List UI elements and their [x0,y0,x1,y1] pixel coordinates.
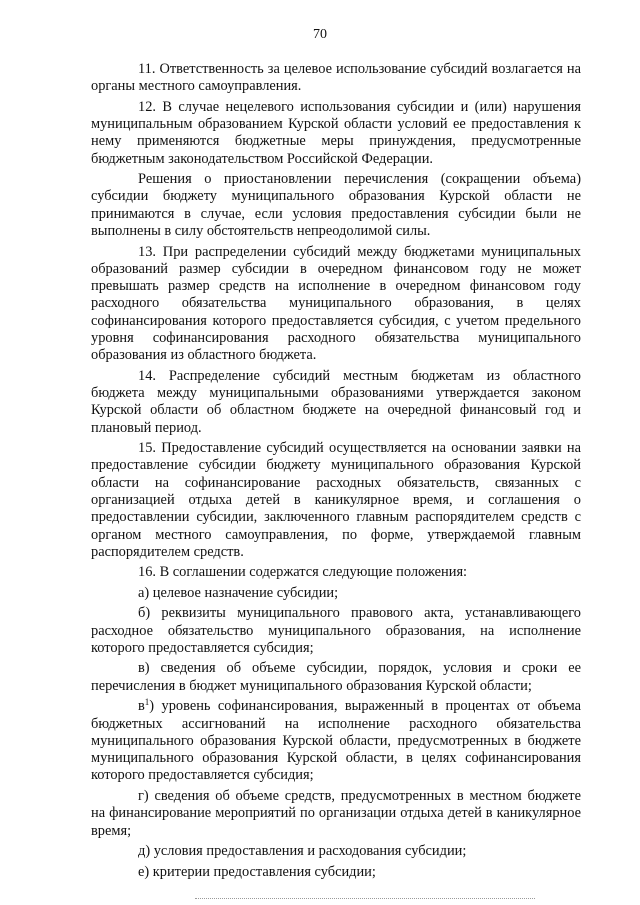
list-item-g: г) сведения об объеме средств, предусмотренных в местном бюджете на финансирование мероприятий по организации отдыха детей в каникулярное время; [91,787,581,839]
paragraph-12: 12. В случае нецелевого использования субсидии и (или) нарушения муниципальным образованием Курской области условий ее предоставления к нему применяются бюджетные меры принуждения, предусмотренные бюджетным законодательством Российской Федерации. [91,98,581,167]
paragraph-13: 13. При распределении субсидий между бюджетами муниципальных образований размер субсидии в очередном финансовом году не может превышать размер средств на исполнение в очередном финансовом году расходного обязательства муниципального образования, в целях софинансирования которого предоставляется субсидия, с учетом предельного уровня софинансирования расходного обязательства муниципального образования из областного бюджета. [91,243,581,364]
list-item-v1-prefix: в [138,698,145,715]
page-number: 70 [313,27,327,42]
list-item-b: б) реквизиты муниципального правового акта, устанавливающего расходное обязательство муниципального образования, на исполнение которого предоставляется субсидия; [91,605,581,656]
paragraph-suspension-decisions: Решения о приостановлении перечисления (сокращении объема) субсидии бюджету муниципального образования Курской области не принимаются в случае, если условия предоставления субсидии были не выполнены в силу обстоятельств непреодолимой силы. [91,171,581,240]
list-item-e: е) критерии предоставления субсидии; [138,863,376,880]
page-bottom-divider [195,898,535,899]
list-item-v1-superscript: 1 [144,697,150,708]
list-item-v1-text: ) уровень софинансирования, выраженный в процентах от объема бюджетных ассигнований на исполнение расходного обязательства муниципального образования Курской области, предусмотренных в бюджете муниципального образования Курской области, в целях софинансирования которого предоставляется субсидия; [91,698,581,784]
paragraph-15: 15. Предоставление субсидий осуществляется на основании заявки на предоставление субсидии бюджету муниципального образования Курской области на софинансирование расходных обязательств, связанных с организацией отдыха детей в каникулярное время, и соглашения о предоставлении субсидии, заключенного главным распорядителем средств с органом местного самоуправления, по форме, утверждаемой главным распорядителем средств. [91,440,581,560]
paragraph-16: 16. В соглашении содержатся следующие положения: [138,564,468,581]
list-item-v: в) сведения об объеме субсидии, порядок, условия и сроки ее перечисления в бюджет муниципального образования Курской области; [91,660,581,694]
paragraph-11: 11. Ответственность за целевое использование субсидий возлагается на органы местного самоуправления. [91,61,581,95]
paragraph-14: 14. Распределение субсидий местным бюджетам из областного бюджета между муниципальными образованиями утверждается законом Курской области об областном бюджете на очередной финансовый год и плановый период. [91,367,581,436]
list-item-v1 [91,698,581,784]
list-item-a: а) целевое назначение субсидии; [138,584,339,601]
list-item-d: д) условия предоставления и расходования субсидии; [138,843,467,860]
document-body [91,61,581,884]
